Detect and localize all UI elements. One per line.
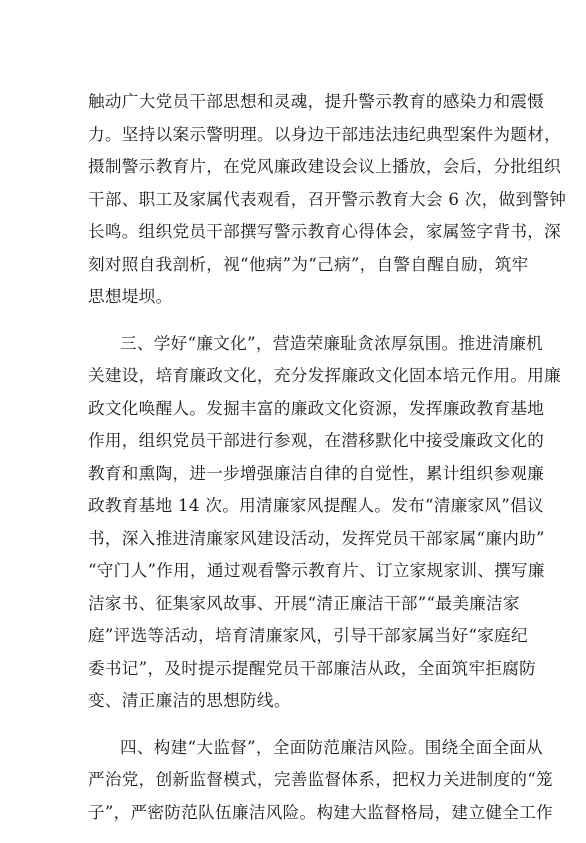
section-heading-line: 三、学好“廉文化”，营造荣廉耻贪浓厚氛围。推进清廉机	[120, 333, 544, 353]
text-line: 政文化唤醒人。发掘丰富的廉政文化资源，发挥廉政教育基地	[88, 398, 545, 418]
text-line: 干部、职工及家属代表观看，召开警示教育大会 6 次，做到警钟	[88, 189, 567, 209]
text-line: 严治党，创新监督模式，完善监督体系，把权力关进制度的“笼	[88, 770, 553, 789]
text-line: 子”，严密防范队伍廉洁风险。构建大监督格局，建立健全工作	[88, 802, 553, 822]
section-heading-line: 四、构建“大监督”，全面防范廉洁风险。围绕全面全面从	[120, 737, 544, 757]
text-line: 教育和熏陶，进一步增强廉洁自律的自觉性，累计组织参观廉	[88, 463, 545, 483]
document-body	[88, 86, 567, 843]
text-line: 长鸣。组织党员干部撰写警示教育心得体会，家属签字背书，深	[88, 222, 562, 241]
text-line: 政教育基地 14 次。用清廉家风提醒人。发布“清廉家风”倡议	[88, 496, 544, 515]
text-line: 洁家书、征集家风故事、开展“清正廉洁干部”“最美廉洁家	[88, 593, 520, 613]
paragraph-warning-education	[88, 86, 567, 314]
text-line: 摄制警示教育片，在党风廉政建设会议上播放，会后，分批组织	[88, 157, 562, 176]
paragraph-section-three	[88, 328, 562, 718]
paragraph-section-four	[88, 732, 553, 830]
text-line: 刻对照自我剖析，视“他病”为“己病”，自警自醒自励，筑牢	[88, 254, 529, 274]
text-line: 关建设，培育廉政文化，充分发挥廉政文化固本培元作用。用廉	[88, 366, 562, 385]
text-line: “守门人”作用，通过观看警示教育片、订立家规家训、撰写廉	[88, 561, 545, 580]
text-line: 变、清正廉洁的思想防线。	[88, 691, 291, 710]
text-line: 书，深入推进清廉家风建设活动，发挥党员干部家属“廉内助”	[88, 528, 545, 548]
text-line: 触动广大党员干部思想和灵魂，提升警示教育的感染力和震慑	[88, 92, 545, 111]
text-line: 思想堤坝。	[88, 287, 173, 306]
text-line: 作用，组织党员干部进行参观，在潜移默化中接受廉政文化的	[88, 431, 545, 450]
text-line: 力。坚持以案示警明理。以身边干部违法违纪典型案件为题材，	[88, 124, 562, 144]
text-line: 庭”评选等活动，培育清廉家风，引导干部家属当好“家庭纪	[88, 626, 528, 645]
text-line: 委书记”，及时提示提醒党员干部廉洁从政，全面筑牢拒腐防	[88, 658, 537, 678]
